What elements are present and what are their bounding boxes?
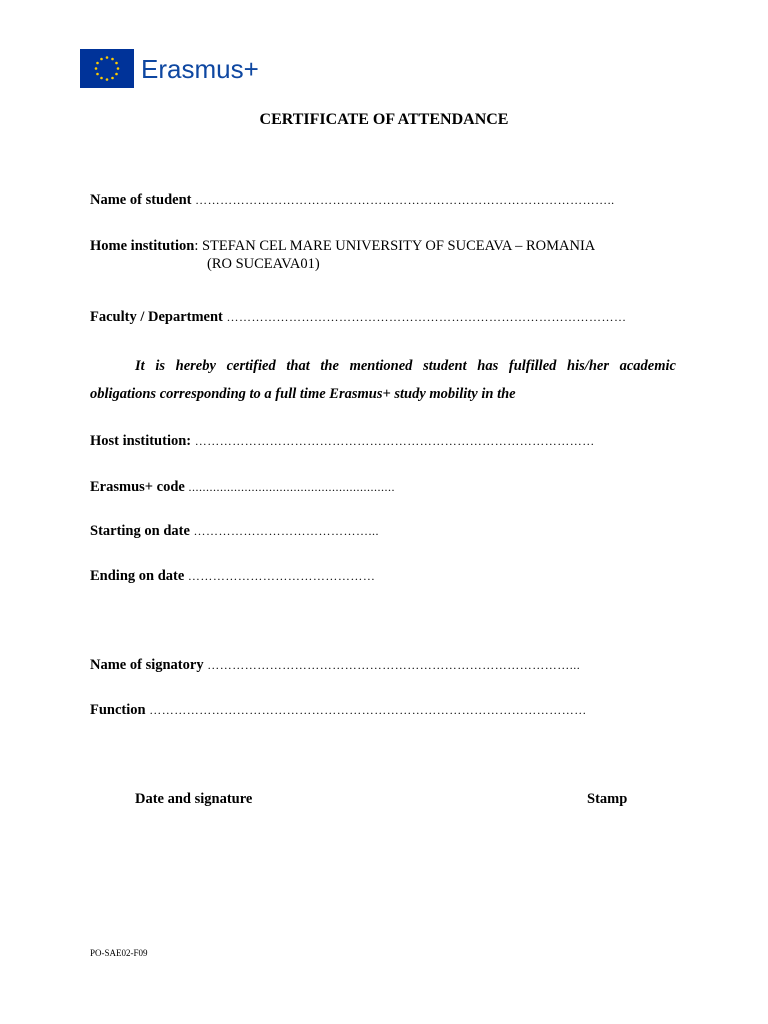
stamp-label: Stamp	[587, 791, 628, 807]
statement-line-2: obligations corresponding to a full time Erasmus+ study mobility in the	[90, 386, 516, 402]
document-code: PO-SAE02-F09	[90, 948, 148, 958]
signatory-label: Name of signatory	[90, 657, 204, 673]
start-date-label: Starting on date	[90, 523, 190, 539]
faculty-blank: ……………………………………………………………………………………	[226, 310, 627, 324]
end-date-blank: ………………………………………	[187, 569, 376, 583]
function-blank: ……………………………………………………………………………………………	[149, 703, 587, 717]
certification-statement	[90, 352, 676, 408]
erasmus-code-field	[90, 479, 395, 496]
home-institution-field	[90, 238, 595, 255]
erasmus-logo	[80, 48, 259, 88]
document-title: CERTIFICATE OF ATTENDANCE	[259, 111, 509, 128]
faculty-field	[90, 309, 680, 326]
statement-line-1: It is hereby certified that the mentioned student has fulfilled his/her academic	[135, 358, 676, 374]
host-institution-blank: ……………………………………………………………………………………	[194, 434, 595, 448]
end-date-label: Ending on date	[90, 568, 185, 584]
student-name-label: Name of student	[90, 192, 192, 208]
erasmus-code-blank: ...........................................................	[188, 480, 395, 494]
start-date-field	[90, 523, 379, 540]
host-institution-field	[90, 433, 680, 450]
end-date-field	[90, 568, 375, 585]
date-signature-label: Date and signature	[135, 791, 253, 807]
erasmus-brand-text: Erasmus+	[141, 54, 259, 84]
signatory-blank: ……………………………………………………………………………...	[207, 658, 581, 672]
student-name-field	[90, 192, 680, 209]
start-date-blank: ……………………………………...	[193, 524, 380, 538]
home-institution-value: : STEFAN CEL MARE UNIVERSITY OF SUCEAVA – ROMANIA	[194, 238, 596, 254]
student-name-blank: ………………………………………………………………………………………..	[195, 193, 615, 207]
signatory-field	[90, 657, 680, 674]
erasmus-code-label: Erasmus+ code	[90, 479, 185, 495]
function-field	[90, 702, 680, 719]
home-institution-label: Home institution	[90, 238, 195, 254]
function-label: Function	[90, 702, 146, 718]
home-institution-code: (RO SUCEAVA01)	[207, 256, 320, 272]
eu-flag-icon	[80, 49, 134, 88]
faculty-label: Faculty / Department	[90, 309, 223, 325]
host-institution-label: Host institution:	[90, 433, 192, 449]
